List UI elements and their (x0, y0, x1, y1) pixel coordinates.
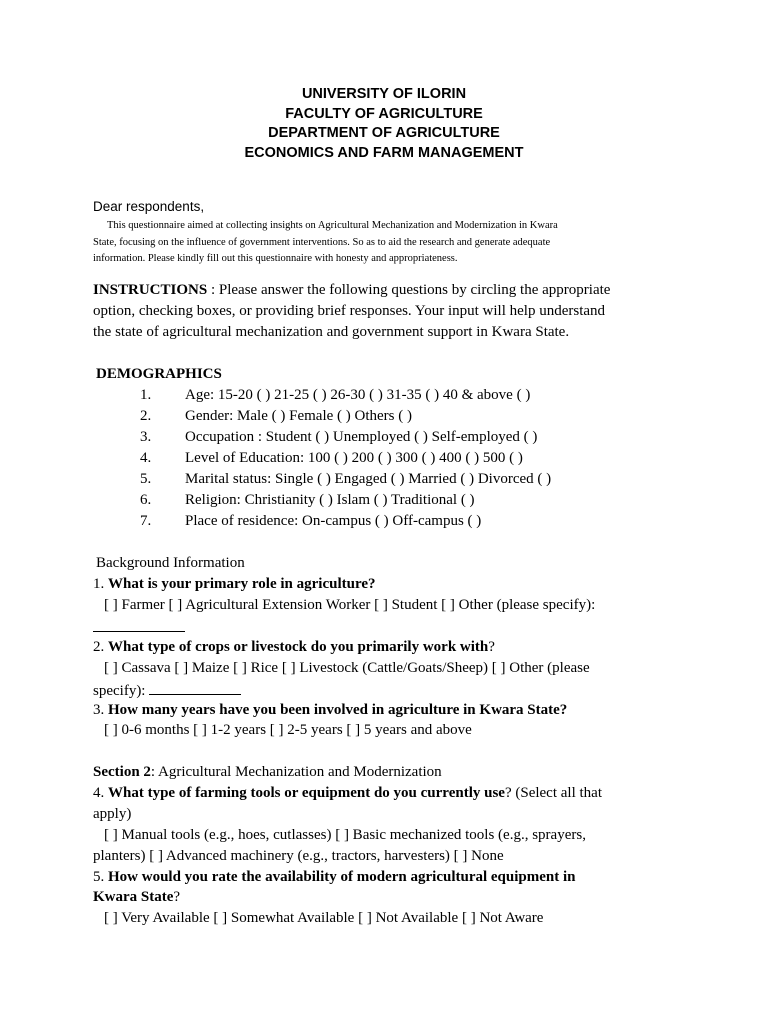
instructions-label: INSTRUCTIONS (93, 282, 208, 298)
question-suffix: ? (Select all that (504, 785, 602, 801)
blank-line (149, 681, 241, 695)
question-4-options-cont: planters) [ ] Advanced machinery (e.g., tractors, harvesters) [ ] None (93, 848, 504, 864)
instructions-line-2: option, checking boxes, or providing brief responses. Your input will help understand (93, 303, 606, 319)
question-2-options: [ ] Cassava [ ] Maize [ ] Rice [ ] Livestock (Cattle/Goats/Sheep) [ ] Other (please (104, 660, 590, 676)
demographics-heading: DEMOGRAPHICS (96, 366, 222, 382)
question-mark: ? (488, 639, 495, 655)
question-4-options: [ ] Manual tools (e.g., hoes, cutlasses) [ ] Basic mechanized tools (e.g., sprayers, (104, 827, 586, 843)
question-5 (93, 869, 576, 886)
question-5-options: [ ] Very Available [ ] Somewhat Available [ ] Not Available [ ] Not Aware (104, 910, 544, 926)
section-2-heading (93, 764, 442, 781)
question-number: 1. (93, 576, 108, 592)
question-4-cont: apply) (93, 806, 132, 822)
question-text: What is your primary role in agriculture? (108, 576, 376, 592)
instructions-line-3: the state of agricultural mechanization and government support in Kwara State. (93, 324, 570, 340)
item-text: Gender: Male ( ) Female ( ) Others ( ) (185, 408, 412, 424)
question-text: What type of farming tools or equipment do you currently use (108, 785, 505, 801)
header-faculty: FACULTY OF AGRICULTURE (285, 106, 483, 122)
question-text: How many years have you been involved in agriculture in Kwara State? (108, 702, 568, 718)
intro-line-3: information. Please kindly fill out this questionnaire with honesty and appropriateness. (93, 253, 458, 264)
intro-line-2: State, focusing on the influence of government interventions. So as to aid the research and generate adequate (93, 237, 551, 248)
question-3-options: [ ] 0-6 months [ ] 1-2 years [ ] 2-5 years [ ] 5 years and above (104, 722, 472, 738)
answer-blank (93, 618, 185, 637)
question-1-options: [ ] Farmer [ ] Agricultural Extension Worker [ ] Student [ ] Other (please specify): (104, 597, 596, 613)
question-1 (93, 576, 376, 593)
question-mark: ? (173, 889, 181, 905)
item-number: 7. (140, 513, 152, 529)
question-4 (93, 785, 602, 802)
item-text: Occupation : Student ( ) Unemployed ( ) Self-employed ( ) (185, 429, 538, 445)
item-text: Religion: Christianity ( ) Islam ( ) Traditional ( ) (185, 492, 475, 508)
question-text-cont: Kwara State (93, 889, 174, 905)
section-title: : Agricultural Mechanization and Modernization (150, 764, 442, 780)
intro-line-1: This questionnaire aimed at collecting insights on Agricultural Mechanization and Modernization in Kwara (107, 220, 558, 231)
question-2 (93, 639, 495, 656)
blank-line (93, 618, 185, 632)
item-number: 3. (140, 429, 152, 445)
item-number: 1. (140, 387, 152, 403)
item-number: 2. (140, 408, 152, 424)
item-text: Place of residence: On-campus ( ) Off-campus ( ) (185, 513, 482, 529)
question-5-cont (93, 889, 180, 906)
question-number: 5. (93, 869, 108, 885)
header-university: UNIVERSITY OF ILORIN (301, 86, 467, 102)
item-number: 5. (140, 471, 152, 487)
question-number: 3. (93, 702, 108, 718)
question-number: 2. (93, 639, 108, 655)
item-number: 6. (140, 492, 152, 508)
item-text: Age: 15-20 ( ) 21-25 ( ) 26-30 ( ) 31-35 ( ) 40 & above ( ) (185, 387, 531, 403)
question-number: 4. (93, 785, 108, 801)
background-heading: Background Information (96, 555, 245, 571)
greeting: Dear respondents, (93, 199, 205, 214)
instructions-text: : Please answer the following questions by circling the appropriate (207, 282, 611, 298)
question-2-options-cont (93, 681, 241, 700)
header-subdepartment: ECONOMICS AND FARM MANAGEMENT (244, 145, 524, 161)
question-text: How would you rate the availability of modern agricultural equipment in (108, 869, 576, 885)
section-label: Section 2 (93, 764, 151, 780)
instructions-line-1 (93, 282, 610, 299)
item-text: Level of Education: 100 ( ) 200 ( ) 300 ( ) 400 ( ) 500 ( ) (185, 450, 523, 466)
question-text: What type of crops or livestock do you primarily work with (108, 639, 489, 655)
header-department: DEPARTMENT OF AGRICULTURE (268, 125, 500, 141)
specify-label: specify): (93, 683, 150, 699)
item-number: 4. (140, 450, 152, 466)
question-3 (93, 702, 567, 719)
item-text: Marital status: Single ( ) Engaged ( ) Married ( ) Divorced ( ) (185, 471, 552, 487)
